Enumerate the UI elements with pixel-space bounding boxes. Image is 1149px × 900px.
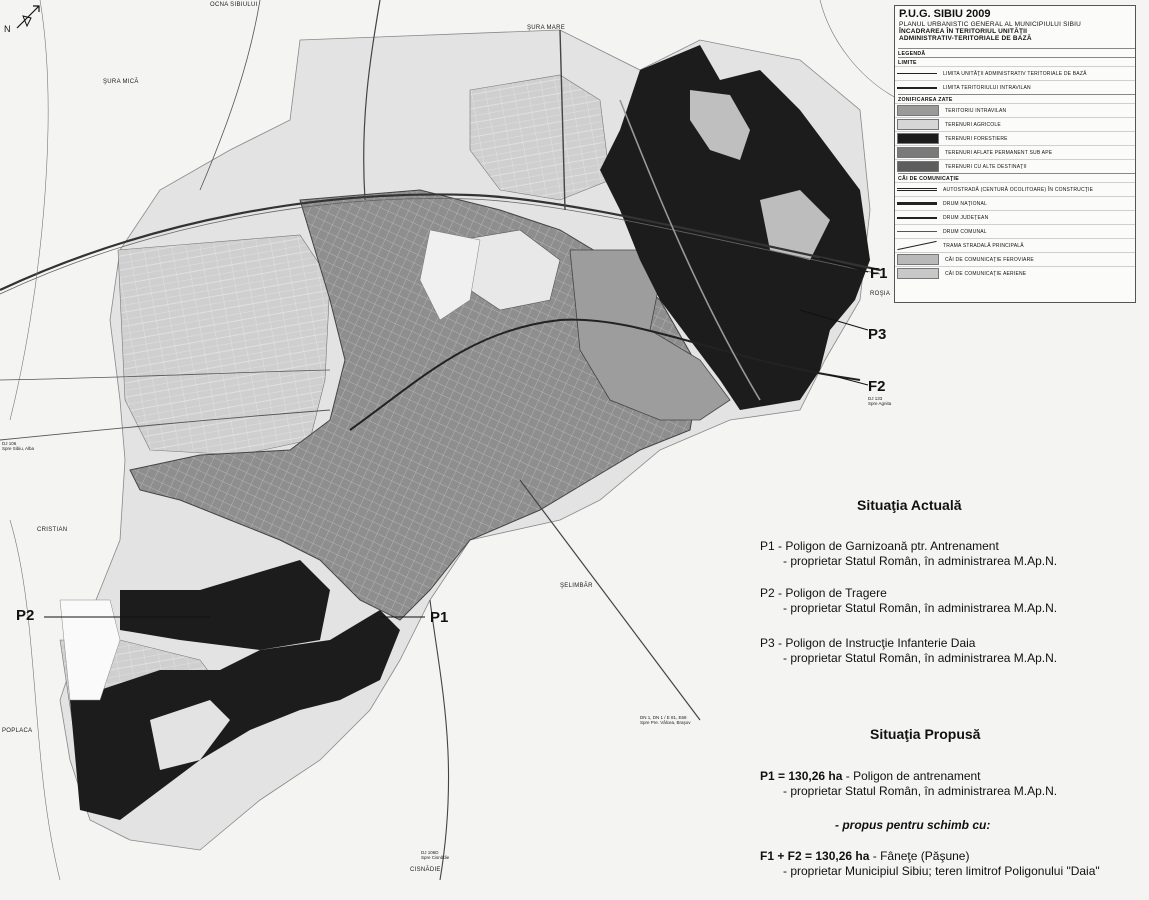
legend-swatch — [897, 202, 937, 205]
place-selimbar: ŞELIMBĂR — [560, 583, 593, 589]
legend-item-label: DRUM NAŢIONAL — [943, 200, 987, 207]
legend-row — [895, 182, 1135, 196]
legend-item-label: AUTOSTRADĂ (CENTURĂ OCOLITOARE) ÎN CONSTRUCŢIE — [943, 186, 1094, 193]
legend-swatch — [897, 231, 937, 232]
legend-swatch — [897, 254, 939, 265]
propusa-header: Situaţia Propusă — [870, 726, 981, 742]
actuala-item-owner: - proprietar Statul Român, în administrarea M.Ap.N. — [783, 601, 1058, 615]
legend-section-title: LIMITE — [898, 57, 1135, 66]
legend-swatch — [897, 87, 937, 89]
marker-f2: F2 — [868, 378, 886, 395]
legend-row — [895, 66, 1135, 80]
legend-title: P.U.G. SIBIU 2009 — [899, 8, 991, 20]
legend-swatch — [897, 73, 937, 74]
fields-west — [118, 235, 330, 455]
propusa-p1 — [760, 769, 1057, 799]
north-arrow — [4, 2, 43, 34]
place-poplaca: POPLACA — [2, 728, 33, 734]
actuala-item-p3 — [760, 636, 1057, 666]
legend-swatch — [897, 161, 939, 172]
marker-p1: P1 — [430, 609, 449, 626]
legend-swatch — [897, 217, 937, 219]
propusa-p1-owner: - proprietar Statul Român, în administrarea M.Ap.N. — [783, 784, 1058, 798]
north-arrow-icon — [13, 2, 43, 32]
legend-item-label: DRUM COMUNAL — [943, 228, 987, 235]
actuala-item-title: P3 - Poligon de Instrucţie Infanterie Daia — [760, 636, 976, 650]
road-label-west: DJ 106 Spre Sibiu, Alba — [2, 441, 35, 451]
legend-swatch — [897, 119, 939, 130]
legend-label: LEGENDĂ — [898, 48, 1135, 57]
marker-p3: P3 — [868, 326, 887, 343]
marker-p2: P2 — [16, 607, 35, 624]
legend-swatch — [897, 268, 939, 279]
legend-subtitle: PLANUL URBANISTIC GENERAL AL MUNICIPIULUI SIBIU — [899, 21, 1082, 28]
road-label-cisnadie: DJ 106D Spre Cisnădie — [421, 850, 450, 860]
place-cisnadie: CISNĂDIE — [410, 867, 441, 873]
legend-item-label: CĂI DE COMUNICAŢIE FEROVIARE — [945, 256, 1034, 263]
actuala-item-p2 — [760, 586, 1057, 616]
propusa-f — [760, 849, 1100, 879]
road-s — [430, 600, 449, 880]
actuala-item-p1 — [760, 539, 1057, 569]
legend-row — [895, 159, 1135, 173]
legend-row — [895, 196, 1135, 210]
legend-item-label: LIMITA UNITĂŢII ADMINISTRATIV TERITORIALE DE BAZĂ — [943, 70, 1087, 77]
legend-row — [895, 266, 1135, 280]
legend-item-label: DRUM JUDEŢEAN — [943, 214, 989, 221]
legend-item-label: TERENURI AFLATE PERMANENT SUB APE — [945, 149, 1053, 156]
propusa-p1-desc: - Poligon de antrenament — [842, 769, 981, 783]
place-rosia: ROŞIA — [870, 291, 891, 297]
road-label-south: DN 1, DN 1 / E 81, E68 Spre Pre. Vâlcea, Braşov — [640, 715, 691, 725]
legend-swatch — [897, 147, 939, 158]
legend-swatch — [897, 188, 937, 191]
legend-item-label: TERENURI AGRICOLE — [945, 121, 1001, 128]
legend-item-label: TERENURI FORESTIERE — [945, 135, 1008, 142]
legend-row — [895, 238, 1135, 252]
propusa-f-owner: - proprietar Municipiul Sibiu; teren limitrof Poligonului "Daia" — [783, 864, 1100, 878]
legend-item-label: TRAMA STRADALĂ PRINCIPALĂ — [943, 242, 1024, 249]
legend-section-title: ZONIFICAREA ZATE — [898, 94, 1135, 103]
legend-section-title: CĂI DE COMUNICAŢIE — [898, 173, 1135, 182]
road-label-east: DJ 133 Spre Agnita — [868, 396, 892, 406]
actuala-header: Situaţia Actuală — [857, 497, 962, 513]
legend-heading-2: ADMINISTRATIV-TERITORIALE DE BAZĂ — [899, 35, 1032, 42]
place-sura-mica: ŞURA MICĂ — [103, 79, 139, 85]
actuala-item-owner: - proprietar Statul Român, în administrarea M.Ap.N. — [783, 554, 1058, 568]
legend-row — [895, 145, 1135, 159]
legend-heading-1: ÎNCADRAREA ÎN TERITORIUL UNITĂŢII — [899, 28, 1028, 35]
map-legend — [894, 5, 1136, 303]
place-cristian: CRISTIAN — [37, 527, 68, 533]
propusa-p1-area: P1 = 130,26 ha — [760, 769, 843, 783]
exchange-note: - propus pentru schimb cu: — [835, 818, 991, 832]
north-label: N — [4, 24, 11, 34]
f2-leader — [830, 375, 868, 385]
legend-row — [895, 131, 1135, 145]
place-sura-mare: ŞURA MARE — [527, 25, 566, 31]
legend-swatch — [897, 105, 939, 116]
actuala-item-title: P1 - Poligon de Garnizoană ptr. Antrenament — [760, 539, 999, 553]
marker-f1: F1 — [870, 265, 888, 282]
road-se — [520, 480, 700, 720]
legend-item-label: TERENURI CU ALTE DESTINAŢII — [945, 163, 1027, 170]
legend-swatch — [897, 241, 936, 250]
actuala-item-title: P2 - Poligon de Tragere — [760, 586, 887, 600]
propusa-f-desc: - Fâneţe (Păşune) — [869, 849, 970, 863]
legend-row — [895, 103, 1135, 117]
legend-row — [895, 80, 1135, 94]
actuala-item-owner: - proprietar Statul Român, în administrarea M.Ap.N. — [783, 651, 1058, 665]
legend-item-label: TERITORIU INTRAVILAN — [945, 107, 1007, 114]
legend-item-label: CĂI DE COMUNICAŢIE AERIENE — [945, 270, 1027, 277]
place-ocna-sibiului: OCNA SIBIULUI — [210, 2, 258, 8]
propusa-f-area: F1 + F2 = 130,26 ha — [760, 849, 870, 863]
legend-swatch — [897, 133, 939, 144]
legend-row — [895, 252, 1135, 266]
legend-row — [895, 210, 1135, 224]
legend-row — [895, 224, 1135, 238]
legend-row — [895, 117, 1135, 131]
legend-item-label: LIMITA TERITORIULUI INTRAVILAN — [943, 84, 1031, 91]
legend-sections — [895, 57, 1135, 280]
